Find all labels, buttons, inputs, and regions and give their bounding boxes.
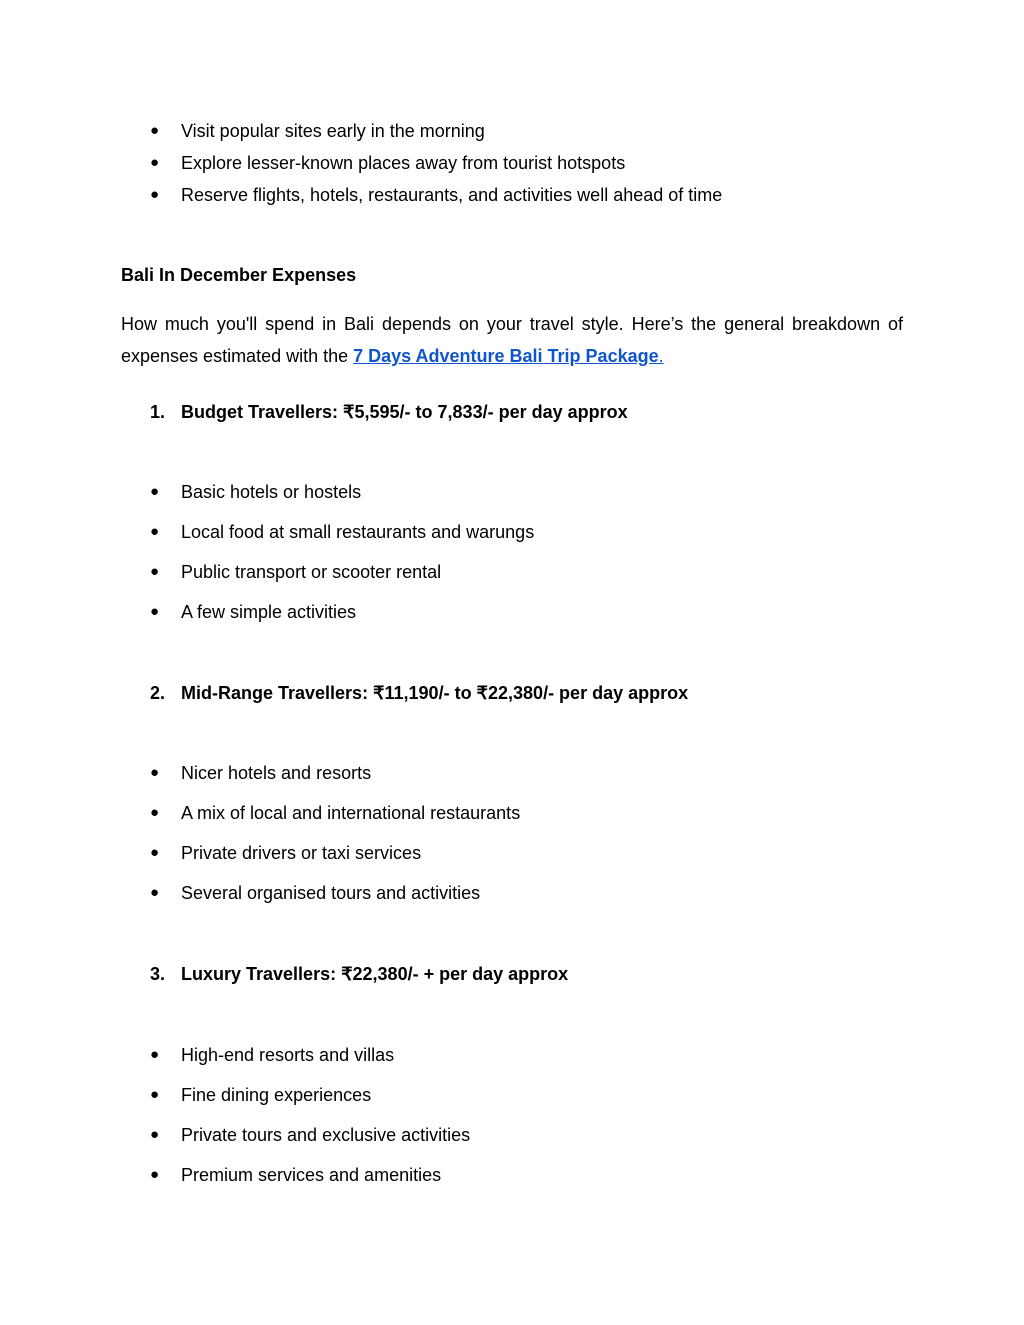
list-item-text: Explore lesser-known places away from tourist hotspots	[181, 153, 626, 173]
list-item	[0, 600, 1024, 624]
tier-number: 2.	[150, 683, 166, 703]
list-item-text: Fine dining experiences	[181, 1085, 372, 1105]
tier-title: Budget Travellers: ₹5,595/- to 7,833/- per day approx	[181, 402, 628, 422]
list-item-text: Public transport or scooter rental	[181, 562, 442, 582]
list-item	[0, 560, 1024, 584]
list-item	[0, 151, 1024, 175]
bullet-icon: ●	[150, 563, 160, 580]
list-item-text: Local food at small restaurants and warungs	[181, 522, 535, 542]
list-item-text: A few simple activities	[181, 602, 357, 622]
list-item-text: High-end resorts and villas	[181, 1045, 395, 1065]
intro-line-1: How much you'll spend in Bali depends on your travel style. Here’s the general breakdown of	[121, 314, 903, 334]
intro-line-2-prefix: expenses estimated with the	[121, 346, 354, 366]
tier-title: Luxury Travellers: ₹22,380/- + per day approx	[181, 964, 569, 984]
tier-number: 1.	[150, 402, 166, 422]
list-item	[0, 480, 1024, 504]
list-item-text: A mix of local and international restaurants	[181, 803, 521, 823]
list-item	[0, 1123, 1024, 1147]
list-item-text: Visit popular sites early in the morning	[181, 121, 485, 141]
intro-paragraph	[121, 308, 903, 372]
bali-package-link[interactable]: 7 Days Adventure Bali Trip Package	[353, 346, 659, 366]
list-item	[0, 841, 1024, 865]
bullet-icon: ●	[150, 1126, 160, 1143]
list-item	[0, 881, 1024, 905]
list-item-text: Private tours and exclusive activities	[181, 1125, 471, 1145]
intro-line-2	[121, 340, 903, 372]
link-suffix: .	[658, 346, 664, 366]
list-item	[0, 1163, 1024, 1187]
bullet-icon: ●	[150, 523, 160, 540]
tier-number: 3.	[150, 964, 166, 984]
list-item-text: Premium services and amenities	[181, 1165, 442, 1185]
list-item	[0, 1083, 1024, 1107]
bullet-icon: ●	[150, 1046, 160, 1063]
bullet-icon: ●	[150, 154, 160, 171]
list-item	[0, 801, 1024, 825]
bullet-icon: ●	[150, 804, 160, 821]
list-item	[0, 183, 1024, 207]
bullet-icon: ●	[150, 764, 160, 781]
list-item	[0, 119, 1024, 143]
list-item	[0, 520, 1024, 544]
bullet-icon: ●	[150, 844, 160, 861]
section-heading-text: Bali In December Expenses	[121, 265, 357, 285]
list-item-text: Reserve flights, hotels, restaurants, and activities well ahead of time	[181, 185, 723, 205]
tier-heading-budget	[0, 400, 1024, 424]
list-item-text: Private drivers or taxi services	[181, 843, 422, 863]
bullet-icon: ●	[150, 122, 160, 139]
list-item	[0, 761, 1024, 785]
list-item-text: Several organised tours and activities	[181, 883, 481, 903]
bullet-icon: ●	[150, 603, 160, 620]
tier-title: Mid-Range Travellers: ₹11,190/- to ₹22,380/- per day approx	[181, 683, 689, 703]
list-item-text: Nicer hotels and resorts	[181, 763, 372, 783]
bullet-icon: ●	[150, 483, 160, 500]
section-heading	[0, 263, 1024, 287]
bullet-icon: ●	[150, 1166, 160, 1183]
tier-heading-mid-range	[0, 681, 1024, 705]
list-item-text: Basic hotels or hostels	[181, 482, 362, 502]
bullet-icon: ●	[150, 186, 160, 203]
tier-heading-luxury	[0, 962, 1024, 986]
bullet-icon: ●	[150, 1086, 160, 1103]
list-item	[0, 1043, 1024, 1067]
bullet-icon: ●	[150, 884, 160, 901]
